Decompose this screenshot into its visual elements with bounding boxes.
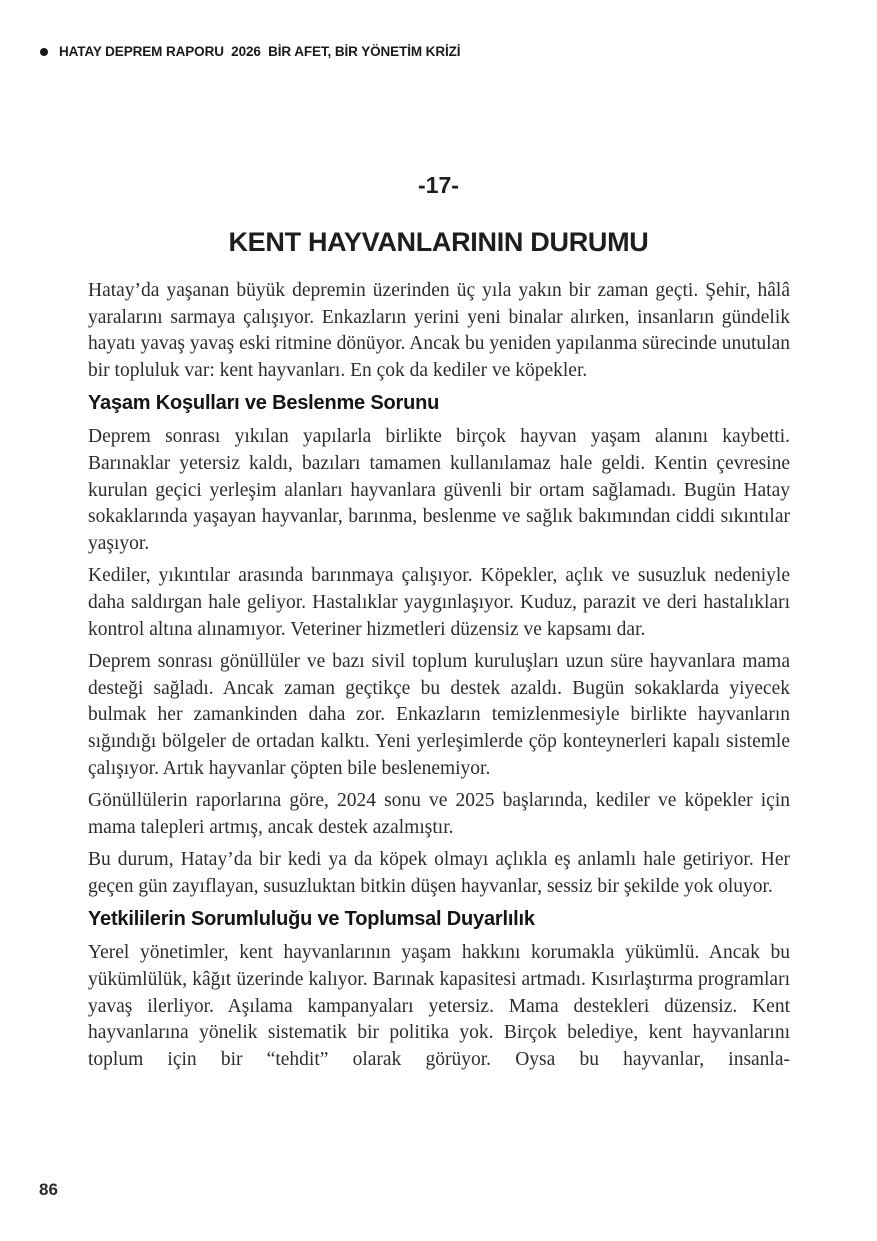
page-number: 86 [39,1180,58,1199]
chapter-number: -17- [418,172,459,198]
section-heading-authorities-responsibility: Yetkililerin Sorumluluğu ve Toplumsal Duyarlılık [88,908,535,931]
bullet-icon [40,48,48,56]
page-body [88,278,790,1079]
section-heading-living-conditions: Yaşam Koşulları ve Beslenme Sorunu [88,392,440,415]
paragraph: Bu durum, Hatay’da bir kedi ya da köpek olmayı açlıkla eş anlamlı hale getiriyor. Her geçen gün zayıflayan, susuzluktan bitkin düşen hayvanlar, sessiz bir şekilde yok oluyor. [88,849,790,897]
intro-paragraph: Hatay’da yaşanan büyük depremin üzerinden üç yıla yakın bir zaman geçti. Şehir, hâlâ yaralarını sarmaya çalışıyor. Enkazların yerini yeni binalar alırken, insanların gündelik hayatı yavaş yavaş eski ritmine dönüyor. Ancak bu yeniden yapılanma sürecinde unutulan bir topluluk var: kent hayvanları. En çok da kediler ve köpekler. [88,280,790,381]
paragraph: Deprem sonrası gönüllüler ve bazı sivil toplum kuruluşları uzun süre hayvanlara mama desteği sağladı. Ancak zaman geçtikçe bu destek azaldı. Bugün sokaklarda yiyecek bulmak her zamankinden daha zor. Enkazların temizlenmesiyle birlikte hayvanların sığındığı bölgeler de ortadan kalktı. Yeni yerleşimlerde çöp konteynerleri kapalı sistemle çalışıyor. Artık hayvanlar çöpten bile beslenemiyor. [88,651,790,779]
running-header [40,44,460,59]
chapter-title: KENT HAYVANLARININ DURUMU [228,227,649,257]
paragraph: Deprem sonrası yıkılan yapılarla birlikte birçok hayvan yaşam alanını kaybetti. Barınaklar yetersiz kaldı, bazıları tamamen kullanılamaz hale geldi. Kentin çevresine kurulan geçici yerleşim alanları hayvanlara güvenli bir ortam sağlamadı. Bugün Hatay sokaklarında yaşayan hayvanlar, barınma, beslenme ve sağlık bakımından ciddi sıkıntılar yaşıyor. [88,426,790,554]
paragraph-cut-off: Yerel yönetimler, kent hayvanlarının yaşam hakkını korumakla yükümlü. Ancak bu yükümlülük, kâğıt üzerinde kalıyor. Barınak kapasitesi artmadı. Kısırlaştırma programları yavaş ilerliyor. Aşılama kampanyaları yetersiz. Mama destekleri düzensiz. Kent hayvanlarına yönelik sistematik bir politika yok. Birçok belediye, kent hayvanlarını toplum için bir “tehdit” olarak görüyor. Oysa bu hayvanlar, insanla- [88,942,790,1070]
paragraph: Kediler, yıkıntılar arasında barınmaya çalışıyor. Köpekler, açlık ve susuzluk nedeniyle daha saldırgan hale geliyor. Hastalıklar yaygınlaşıyor. Kuduz, parazit ve deri hastalıkları kontrol altına alınamıyor. Veteriner hizmetleri düzensiz ve kapsamı dar. [88,565,790,640]
paragraph: Gönüllülerin raporlarına göre, 2024 sonu ve 2025 başlarında, kediler ve köpekler için mama talepleri artmış, ancak destek azalmıştır. [88,790,790,838]
running-header-text: HATAY DEPREM RAPORU 2026 BİR AFET, BİR YÖNETİM KRİZİ [59,44,461,59]
